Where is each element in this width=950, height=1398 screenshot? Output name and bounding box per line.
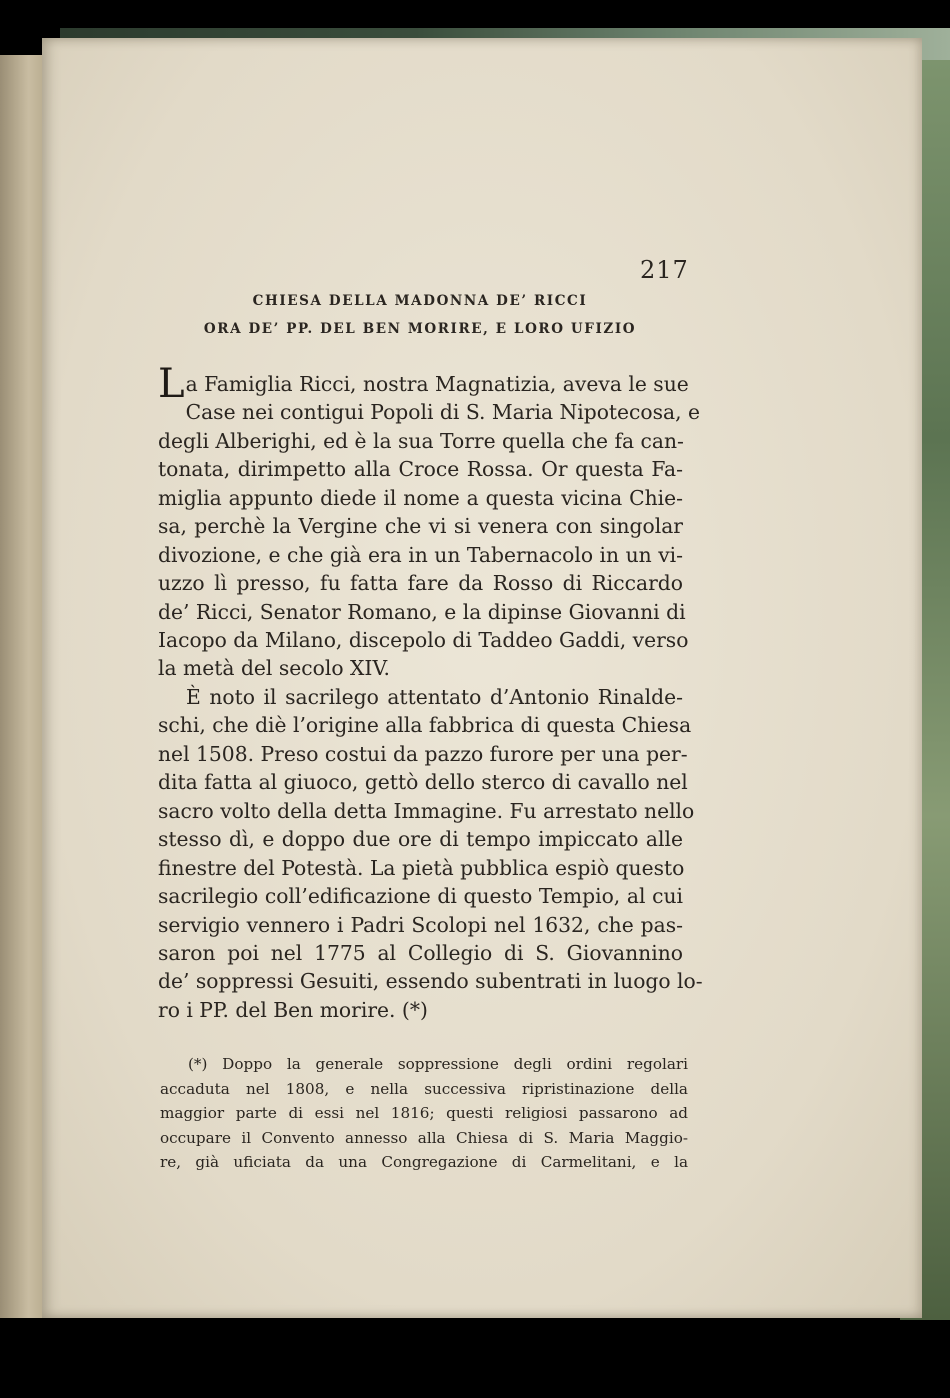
paragraph-1 xyxy=(158,361,701,683)
text-line: uzzo lì presso, fu fatta fare da Rosso di Riccardo xyxy=(158,571,683,596)
text-line: de’ Ricci, Senator Romano, e la dipinse Giovanni di xyxy=(158,599,686,624)
paragraph-2 xyxy=(158,683,703,1024)
chapter-title: CHIESA DELLA MADONNA DE’ RICCI xyxy=(252,293,588,309)
footnote-line: (*) Doppo la generale soppressione degli ordini regolari xyxy=(188,1055,688,1073)
footnote xyxy=(160,1052,688,1175)
text-line: stesso dì, e doppo due ore di tempo impiccato alle xyxy=(158,827,683,852)
text-line: ro i PP. del Ben morire. (*) xyxy=(158,997,428,1022)
drop-cap: L xyxy=(158,361,185,407)
text-line: schi, che diè l’origine alla fabbrica di questa Chiesa xyxy=(158,713,692,738)
footnote-line: occupare il Convento annesso alla Chiesa di S. Maria Maggio- xyxy=(160,1128,688,1147)
footnote-line: re, già uficiata da una Congregazione di Carmelitani, e la xyxy=(160,1153,688,1171)
footnote-line: maggior parte di essi nel 1816; questi religiosi passarono ad xyxy=(160,1104,688,1122)
text-line: tonata, dirimpetto alla Croce Rossa. Or questa Fa- xyxy=(158,457,683,482)
text-line: a Famiglia Ricci, nostra Magnatizia, aveva le sue xyxy=(185,372,689,396)
text-line: sa, perchè la Vergine che vi si venera con singolar xyxy=(158,514,683,539)
facing-page-edge xyxy=(0,55,48,1318)
text-line: È noto il sacrilego attentato d’Antonio Rinalde- xyxy=(186,685,683,709)
text-line: finestre del Potestà. La pietà pubblica espiò questo xyxy=(158,855,685,880)
text-line: sacrilegio coll’edificazione di questo Tempio, al cui xyxy=(158,884,683,909)
text-line: degli Alberighi, ed è la sua Torre quella che fa can- xyxy=(158,428,684,453)
text-line: sacro volto della detta Immagine. Fu arrestato nello xyxy=(158,798,695,823)
footnote-line: accaduta nel 1808, e nella successiva ripristinazione della xyxy=(160,1079,688,1098)
chapter-subtitle: ORA DE’ PP. DEL BEN MORIRE, E LORO UFIZIO xyxy=(203,321,637,337)
text-line: Iacopo da Milano, discepolo di Taddeo Gaddi, verso xyxy=(158,627,689,652)
text-line: servigio vennero i Padri Scolopi nel 1632, che pas- xyxy=(158,912,683,937)
text-line: miglia appunto diede il nome a questa vicina Chie- xyxy=(158,485,683,510)
text-line: de’ soppressi Gesuiti, essendo subentrati in luogo lo- xyxy=(158,969,703,994)
text-line: la metà del secolo XIV. xyxy=(158,656,390,681)
text-line: nel 1508. Preso costui da pazzo furore per una per- xyxy=(158,741,688,766)
text-line: dita fatta al giuoco, gettò dello sterco di cavallo nel xyxy=(158,770,688,795)
page-number: 217 xyxy=(640,256,689,284)
text-line: saron poi nel 1775 al Collegio di S. Giovannino xyxy=(158,940,683,965)
text-line: divozione, e che già era in un Tabernacolo in un vi- xyxy=(158,542,683,567)
text-line: Case nei contigui Popoli di S. Maria Nipotecosa, e xyxy=(185,400,701,425)
